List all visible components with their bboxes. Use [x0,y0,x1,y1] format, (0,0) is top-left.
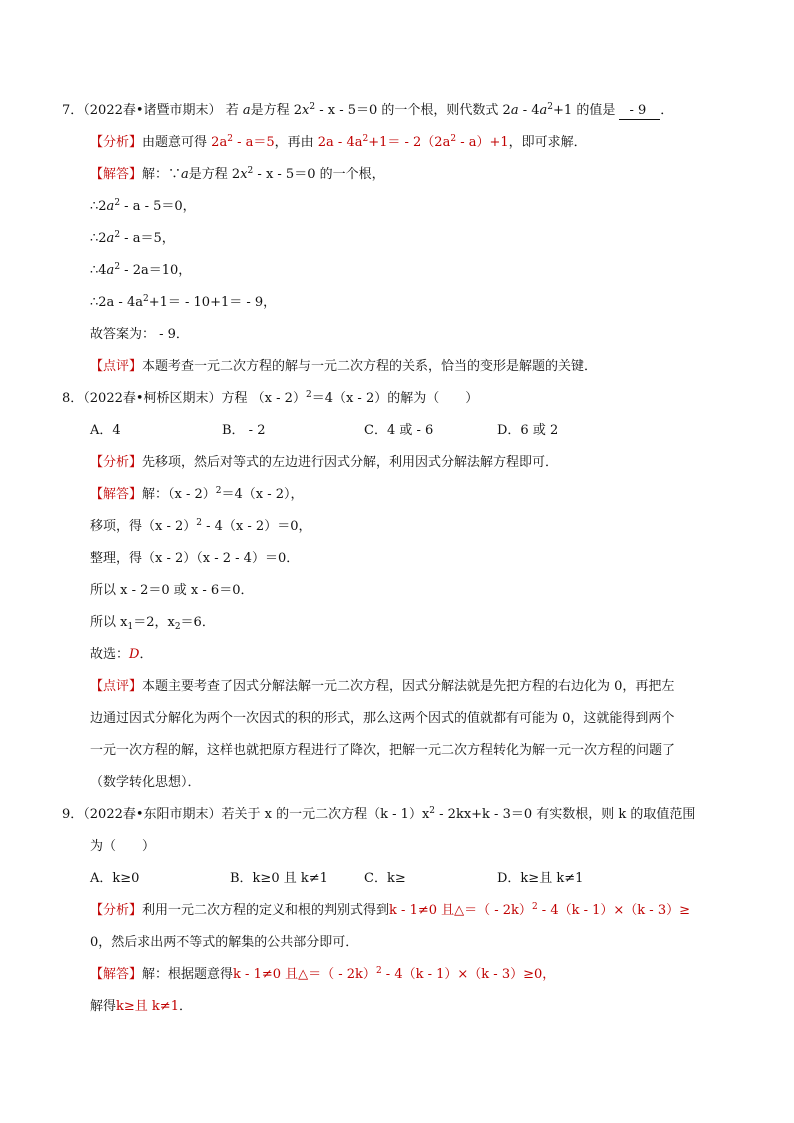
option-d[interactable]: D．6 或 2 [497,423,559,438]
analysis-tag: 【分析】 [90,455,143,470]
q8-step1: 移项，得（x - 2）$^2$ - 4（x - 2）＝0， [90,518,312,534]
q8-comment-4: （数学转化思想）． [90,775,201,790]
option-a[interactable]: A．k≥0 [90,871,140,886]
q8-step2: 整理，得（x - 2）（x - 2 - 4）＝0． [90,551,300,566]
q8-step3: 所以 x - 2＝0 或 x - 6＝0． [90,583,254,598]
q8-options [90,423,690,439]
solution-tag: 【解答】 [90,167,143,182]
q7-step4: ∴2a - $4a^2+1= - 10+1= - 9$， [90,294,277,310]
q9-stem-2: 为（ ） [90,839,156,854]
q9-analysis-2: 0，然后求出两不等式的解集的公共部分即可． [90,935,359,950]
analysis-tag: 【分析】 [90,135,143,150]
comment-tag: 【点评】 [90,679,143,694]
q8-step4: 所以 $x_1=2$，$x_2=6$． [90,615,215,632]
q9-solution-2: 解得k≥且 k≠1． [90,999,192,1014]
q9-options [90,871,690,887]
q9-analysis-1: 【分析】利用一元二次方程的定义和根的判别式得到k - 1≠0 且△＝（ - 2k）$^2$ - 4（k - 1）×（k - 3）≥ [90,902,690,918]
q7-stem: 7．（2022春•诸暨市期末） 若 a是方程 $2x^2 - x - 5=0$ 的一个根，则代数式 $2a - 4a^2+1$ 的值是 - 9 ． [62,102,674,118]
q7-step2: $\therefore 2a^2 - a=5$， [90,230,175,246]
option-a[interactable]: A．4 [90,423,121,438]
q8-solution-head: 【解答】解：（x - 2）$^2$＝4（x - 2）， [90,486,304,502]
analysis-tag: 【分析】 [90,903,143,918]
option-c[interactable]: C．k≥ [364,871,406,886]
q8-comment-2: 边通过因式分解化为两个一次因式的积的形式，那么这两个因式的值就都有可能为 0，这就能得到两个 [90,711,675,726]
q7-comment: 【点评】本题考查一元二次方程的解与一元二次方程的关系，恰当的变形是解题的关键． [90,359,598,374]
q8-comment-1: 【点评】本题主要考查了因式分解法解一元二次方程，因式分解法就是先把方程的右边化为 0，再把左 [90,679,675,694]
option-b[interactable]: B． - 2 [222,423,266,438]
q9-stem-1: 9．（2022春•东阳市期末）若关于 x 的一元二次方程$(k - 1)x^2 - 2kx+k - 3=0$ 有实数根，则 k 的取值范围 [62,806,696,822]
solution-tag: 【解答】 [90,967,143,982]
q8-analysis: 【分析】先移项，然后对等式的左边进行因式分解，利用因式分解法解方程即可． [90,455,559,470]
q7-analysis: 【分析】由题意可得 $2a^2 - a=5$，再由 $2a - 4a^2+1= - 2(2a^2 - a)+1$，即可求解． [90,134,587,150]
comment-tag: 【点评】 [90,359,143,374]
q7-step1: $\therefore 2a^2 - a - 5=0$， [90,198,196,214]
solution-tag: 【解答】 [90,487,143,502]
answer-blank: - 9 [619,103,660,120]
q7-final: 故答案为： - 9． [90,327,189,342]
q8-stem: 8．（2022春•柯桥区期末）方程 （x - 2）$^2$＝4（x - 2）的解为（ ） [62,390,479,406]
q7-step3: $\therefore 4a^2 - 2a=10$， [90,262,192,278]
q7-solution-head: 【解答】解：∵a是方程 $2x^2 - x - 5=0$ 的一个根， [90,166,385,182]
option-c[interactable]: C．4 或 - 6 [364,423,434,438]
q9-solution-1: 【解答】解：根据题意得k - 1≠0 且△＝（ - 2k）$^2$ - 4（k - 1）×（k - 3）≥0， [90,966,556,982]
option-d[interactable]: D．k≥且 k≠1 [497,871,584,886]
option-b[interactable]: B．k≥0 且 k≠1 [230,871,328,886]
q8-choice: 故选：D． [90,647,153,662]
q8-comment-3: 一元一次方程的解，这样也就把原方程进行了降次，把解一元二次方程转化为解一元一次方程的问题了 [90,743,676,758]
